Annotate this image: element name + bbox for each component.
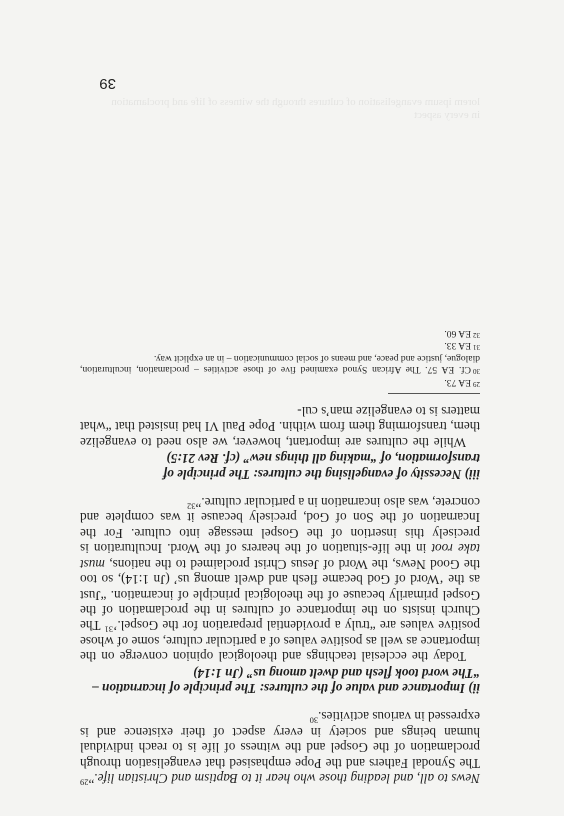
footnote (80, 328, 480, 340)
footnote-ref: 30 (309, 715, 319, 726)
footnote-number: 31 (473, 343, 480, 352)
section-ii-paragraph (80, 495, 480, 664)
footnote-ref: 32 (187, 501, 196, 512)
paragraph-text: The Synodal Fathers and the Pope emphasised that evangelisation through proclamation of the Gospel and the witness of life is to reach individual human beings and society in every aspect of their existence and is expressed in various activities. (80, 709, 480, 771)
footnote (80, 340, 480, 352)
section-iii-heading: iii) Necessity of evangelising the cultures: The principle of transformation, of “making all things new” (cf. Rev 21:5) (162, 451, 480, 482)
page-number: 39 (99, 75, 116, 92)
paragraph-text: in the life-situation of the hearers of the Word. Inculturation is precisely this insertion of the Gospel message into culture. For the Incarnation of the Son of God, precisely because it was complete and concrete, was also incarnation in a particular culture.” (80, 495, 480, 557)
footnote (80, 376, 480, 388)
page-body (80, 328, 480, 786)
footnotes (80, 328, 480, 389)
emphasis-text: must take root (80, 541, 480, 572)
paragraph-text: The Church insists on the importance of cultures in the proclamation of the Gospel primarily because of the theological principle of incarnation. “Just as the ‘Word of God became flesh and dwelt among us’ (Jn 1:14), so too the Good News, the Word of Jesus Christ proclaimed to the nations, (80, 556, 480, 634)
footnote-number: 29 (473, 379, 480, 388)
footnote-ref: 29 (80, 777, 89, 788)
footnote-number: 32 (473, 331, 480, 340)
footnote-ref: 31 (104, 624, 114, 635)
footnote-divider (388, 393, 480, 394)
section-ii-heading: ii) Importance and value of the cultures: The principle of incarnation – “The word took flesh and dwelt among us” (Jn 1:14) (92, 665, 480, 696)
footnote-number: 30 (473, 367, 480, 376)
footnote-text: EA 73. (444, 376, 471, 388)
continuation-paragraph (80, 709, 480, 786)
paragraph-text: Today the ecclesial teachings and theological opinion converge on the importance as well as positive values of a particular culture, some of whose positive values are “truly a providential preparation for the Gospel.’ (80, 618, 480, 665)
quote-close: .” (88, 771, 98, 786)
section-iii-paragraph: While the cultures are important, however, we also need to evangelize them, transforming them from within. Pope Paul VI had insisted that “what matters is to evangelize man’s cul- (80, 404, 480, 450)
footnote-text: EA 60. (444, 328, 471, 340)
bleed-through-text: lorem ipsum evangelisation of cultures through the witness of life and proclamation in every aspect (111, 96, 480, 121)
footnote (80, 352, 480, 376)
quote-italic: News to all, and leading those who hear it to Baptism and Christian life (97, 771, 480, 786)
footnote-text: EA 33. (444, 340, 471, 352)
footnote-text: Cf. EA 57. The African Synod examined five of those activities – proclamation, inculturation, dialogue, justice and peace, and means of social communication – in an explicit way. (80, 352, 480, 376)
